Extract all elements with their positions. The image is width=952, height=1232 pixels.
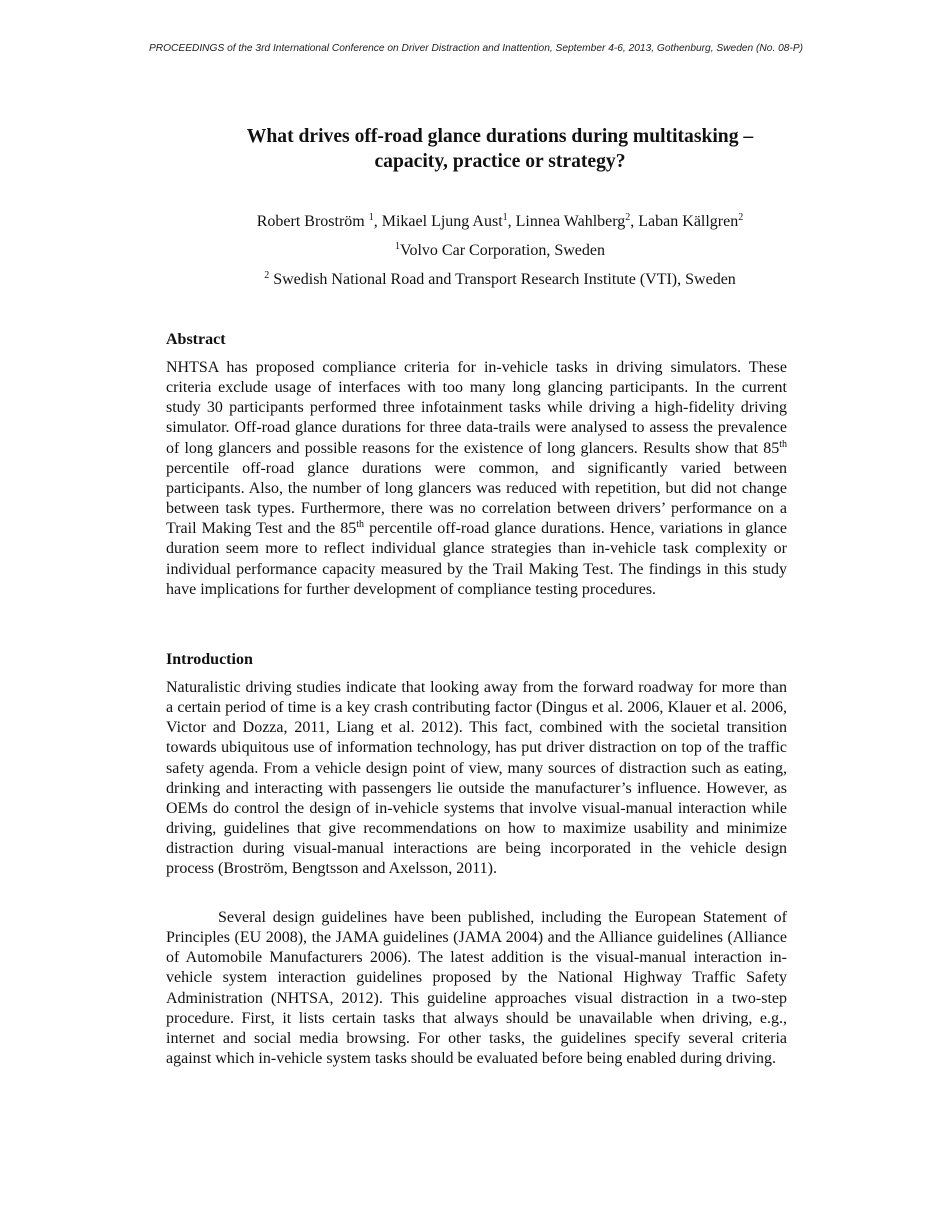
affiliation-1 <box>166 241 834 261</box>
ordinal-suffix: th <box>779 438 787 450</box>
running-head: PROCEEDINGS of the 3rd International Conference on Driver Distraction and Inattention, September 4-6, 2013, Gothenburg, Sweden (No. 08-P) <box>148 43 804 54</box>
affiliation-mark: 2 <box>264 270 270 281</box>
introduction-paragraph-2: Several design guidelines have been published, including the European Statement of Principles (EU 2008), the JAMA guidelines (JAMA 2004) and the Alliance guidelines (Alliance of Automobile Manufacturers 2006). The latest addition is the visual-manual interaction in-vehicle system interaction guidelines proposed by the National Highway Traffic Safety Administration (NHTSA, 2012). This guideline approaches visual distraction in a two-step procedure. First, it lists certain tasks that always should be unavailable when driving, e.g., internet and social media browsing. For other tasks, the guidelines specify several criteria against which in-vehicle system tasks should be evaluated before being enabled during driving. <box>166 909 787 1068</box>
introduction-heading: Introduction <box>166 651 253 668</box>
author-affiliation-mark: 2 <box>625 212 631 223</box>
author-name: , Linnea Wahlberg <box>507 213 626 230</box>
ordinal-suffix: th <box>356 519 365 531</box>
author-affiliation-mark: 1 <box>502 212 508 223</box>
paper-title <box>166 124 834 174</box>
abstract-text: percentile off-road glance durations were common, and significantly varied between participants. Also, the number of long glancers was reduced with repetition, but did not change between task types. Furthermore, there was no correlation between drivers’ performance on a Trail Making Test and the 85 <box>166 459 787 538</box>
title-line-1: What drives off-road glance durations during multitasking – <box>246 126 754 147</box>
author-affiliation-mark: 1 <box>368 212 374 223</box>
abstract-text: NHTSA has proposed compliance criteria for in-vehicle tasks in driving simulators. These criteria exclude usage of interfaces with too many long glancing participants. In the current study 30 participants performed three infotainment tasks while driving a high-fidelity driving simulator. Off-road glance durations for three data-trails were analysed to assess the prevalence of long glancers and possible reasons for the existence of long glancers. Results show that 85 <box>166 359 787 457</box>
abstract-paragraph <box>166 358 787 600</box>
affiliation-text: Volvo Car Corporation, Sweden <box>399 242 605 259</box>
title-line-2: capacity, practice or strategy? <box>374 151 626 172</box>
author-name: , Mikael Ljung Aust <box>373 213 503 230</box>
author-list <box>166 212 834 232</box>
abstract-text: percentile off-road glance durations. Hence, variations in glance duration seem more to reflect individual glance strategies than in-vehicle task complexity or individual performance capacity measured by the Trail Making Test. The findings in this study have implications for further development of compliance testing procedures. <box>166 520 788 598</box>
author-name: Robert Broström <box>256 213 369 230</box>
introduction-paragraph-1: Naturalistic driving studies indicate that looking away from the forward roadway for more than a certain period of time is a key crash contributing factor (Dingus et al. 2006, Klauer et al. 2006, Victor and Dozza, 2011, Liang et al. 2012). This fact, combined with the societal transition towards ubiquitous use of information technology, has put driver distraction on top of the traffic safety agenda. From a vehicle design point of view, many sources of distraction such as eating, drinking and interacting with passengers lie outside the manufacturer’s influence. However, as OEMs do control the design of in-vehicle systems that involve visual-manual interaction while driving, guidelines that give recommendations on how to maximize usability and minimize distraction during visual-manual interactions are being incorporated in the vehicle design process (Broström, Bengtsson and Axelsson, 2011). <box>166 679 787 878</box>
author-affiliation-mark: 2 <box>738 212 744 223</box>
author-name: , Laban Källgren <box>630 213 739 230</box>
affiliation-mark: 1 <box>394 241 400 252</box>
affiliation-2 <box>166 270 834 290</box>
abstract-heading: Abstract <box>166 331 226 348</box>
affiliation-text: Swedish National Road and Transport Research Institute (VTI), Sweden <box>269 271 736 288</box>
